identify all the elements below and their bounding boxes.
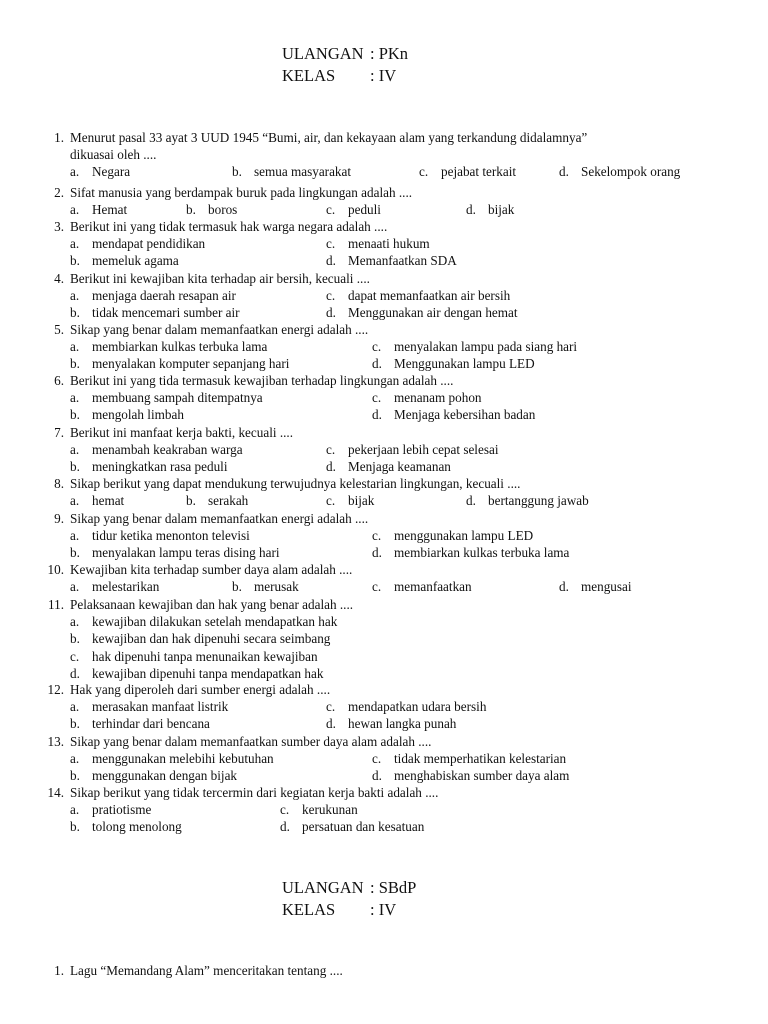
question-number: 3. [54,219,64,234]
answer-option[interactable] [280,818,424,835]
answer-option[interactable] [70,201,127,218]
answer-option[interactable] [559,578,632,595]
question-number: 6. [54,373,64,388]
option-text: meningkatkan rasa peduli [92,459,228,475]
option-letter: a. [70,614,80,630]
option-letter: c. [326,442,336,458]
option-letter: d. [466,493,476,509]
answer-option[interactable] [372,406,535,423]
option-letter: b. [232,579,242,595]
answer-option[interactable] [70,648,318,665]
option-letter: c. [372,390,382,406]
option-letter: a. [70,751,80,767]
option-letter: c. [372,579,382,595]
answer-option[interactable] [559,163,680,180]
option-text: menanam pohon [394,390,482,406]
question-text: Berikut ini yang tida termasuk kewajiban terhadap lingkungan adalah .... [70,373,454,388]
option-text: menggunakan lampu LED [394,528,534,544]
answer-option[interactable] [70,767,237,784]
ulangan-value: : SBdP [370,878,417,897]
ulangan-value: : PKn [370,44,409,63]
answer-option[interactable] [70,630,330,647]
option-letter: a. [70,493,80,509]
option-text: hewan langka punah [348,716,457,732]
kelas-label: KELAS [282,66,336,85]
option-text: bijak [488,202,515,218]
option-text: Hemat [92,202,128,218]
answer-option[interactable] [372,355,535,372]
option-text: Menggunakan air dengan hemat [348,305,518,321]
answer-option[interactable] [326,287,510,304]
answer-option[interactable] [70,698,228,715]
question-number: 11. [48,597,64,612]
question-text: Sikap yang benar dalam memanfaatkan energi adalah .... [70,322,369,337]
question-number: 4. [54,271,64,286]
option-text: semua masyarakat [254,164,352,180]
answer-option[interactable] [70,544,280,561]
option-letter: b. [70,768,80,784]
question-number: 2. [54,185,64,200]
option-letter: d. [70,665,80,681]
question-number: 10. [47,562,64,577]
answer-option[interactable] [70,665,323,682]
option-text: Sekelompok orang [581,164,681,180]
option-text: Menjaga keamanan [348,459,451,475]
question-text: Sifat manusia yang berdampak buruk pada lingkungan adalah .... [70,185,413,200]
answer-option[interactable] [70,163,130,180]
question-text: Sikap yang benar dalam memanfaatkan sumber daya alam adalah .... [70,734,432,749]
option-letter: c. [372,751,382,767]
option-text: menggunakan melebihi kebutuhan [92,751,274,767]
option-text: pejabat terkait [441,164,517,180]
option-letter: a. [70,802,80,818]
option-letter: a. [70,699,80,715]
option-text: mendapat pendidikan [92,236,206,252]
answer-option[interactable] [70,527,250,544]
option-text: memeluk agama [92,253,179,269]
option-text: kerukunan [302,802,358,818]
question-number: 13. [47,734,64,749]
option-letter: c. [326,288,336,304]
option-text: tidak memperhatikan kelestarian [394,751,567,767]
answer-option[interactable] [372,544,569,561]
option-text: merusak [254,579,299,595]
question-number: 12. [47,682,64,697]
question-text: Menurut pasal 33 ayat 3 UUD 1945 “Bumi, air, dan kekayaan alam yang terkandung didalamnya” [70,130,588,145]
option-letter: a. [70,202,80,218]
answer-option[interactable] [326,252,457,269]
option-letter: b. [186,202,196,218]
option-text: Memanfaatkan SDA [348,253,457,269]
answer-option[interactable] [466,201,514,218]
answer-option[interactable] [186,492,248,509]
answer-option[interactable] [372,750,566,767]
header-sbdp [282,877,416,921]
option-text: kewajiban dipenuhi tanpa mendapatkan hak [92,665,324,681]
ulangan-label: ULANGAN [282,44,364,63]
option-text: melestarikan [92,579,160,595]
option-letter: d. [326,716,336,732]
option-text: Negara [92,164,131,180]
answer-option[interactable] [70,355,289,372]
option-letter: c. [419,164,429,180]
option-text: hak dipenuhi tanpa menunaikan kewajiban [92,648,318,664]
option-letter: d. [326,253,336,269]
option-letter: a. [70,442,80,458]
answer-option[interactable] [232,578,299,595]
option-text: mendapatkan udara bersih [348,699,487,715]
option-text: menggunakan dengan bijak [92,768,238,784]
option-text: menaati hukum [348,236,430,252]
answer-option[interactable] [70,818,182,835]
option-text: menyalakan lampu teras dising hari [92,545,280,561]
answer-option[interactable] [372,338,577,355]
option-letter: c. [326,236,336,252]
option-text: mengolah limbah [92,407,184,423]
option-text: kewajiban dilakukan setelah mendapatkan hak [92,614,338,630]
answer-option[interactable] [70,389,263,406]
answer-option[interactable] [419,163,516,180]
option-letter: a. [70,528,80,544]
question-number: 7. [54,425,64,440]
option-letter: b. [70,631,80,647]
answer-option[interactable] [70,441,243,458]
option-text: menyalakan komputer sepanjang hari [92,356,290,372]
question-text: Berikut ini manfaat kerja bakti, kecuali .... [70,425,294,440]
question-number: 1. [54,963,64,978]
option-letter: a. [70,339,80,355]
option-text: tidur ketika menonton televisi [92,528,250,544]
option-text: membuang sampah ditempatnya [92,390,263,406]
option-letter: d. [326,459,336,475]
option-letter: d. [372,545,382,561]
option-text: pekerjaan lebih cepat selesai [348,442,499,458]
option-letter: a. [70,164,80,180]
answer-option[interactable] [326,304,518,321]
option-letter: b. [186,493,196,509]
answer-option[interactable] [70,235,205,252]
option-text: Menggunakan lampu LED [394,356,535,372]
option-text: menyalakan lampu pada siang hari [394,339,578,355]
question-text-line2: dikuasai oleh .... [70,147,157,163]
answer-option[interactable] [326,492,374,509]
option-letter: c. [372,339,382,355]
question-number: 8. [54,476,64,491]
option-text: kewajiban dan hak dipenuhi secara seimbang [92,631,331,647]
question-text: Sikap berikut yang dapat mendukung terwujudnya kelestarian lingkungan, kecuali .... [70,476,521,491]
question-text: Kewajiban kita terhadap sumber daya alam adalah .... [70,562,353,577]
answer-option[interactable] [326,698,486,715]
option-letter: d. [326,305,336,321]
answer-option[interactable] [70,458,228,475]
option-letter: d. [372,768,382,784]
option-text: tolong menolong [92,819,182,835]
option-text: serakah [208,493,249,509]
answer-option[interactable] [70,715,210,732]
question-text: Hak yang diperoleh dari sumber energi adalah .... [70,682,331,697]
option-text: merasakan manfaat listrik [92,699,229,715]
option-text: menjaga daerah resapan air [92,288,236,304]
answer-option[interactable] [326,201,381,218]
option-text: bijak [348,493,375,509]
option-text: menghabiskan sumber daya alam [394,768,570,784]
option-text: hemat [92,493,125,509]
answer-option[interactable] [70,801,151,818]
answer-option[interactable] [186,201,237,218]
question-text: Berikut ini yang tidak termasuk hak warga negara adalah .... [70,219,388,234]
option-letter: d. [559,579,569,595]
question-text: Pelaksanaan kewajiban dan hak yang benar adalah .... [70,597,354,612]
answer-option[interactable] [70,750,274,767]
kelas-label: KELAS [282,900,336,919]
question-number: 14. [47,785,64,800]
answer-option[interactable] [372,767,569,784]
option-text: peduli [348,202,381,218]
option-letter: b. [70,716,80,732]
option-letter: a. [70,579,80,595]
answer-option[interactable] [372,527,533,544]
option-letter: d. [280,819,290,835]
answer-option[interactable] [372,578,472,595]
option-letter: b. [70,305,80,321]
question-text: Lagu “Memandang Alam” menceritakan tentang .... [70,963,343,978]
option-text: pratiotisme [92,802,152,818]
answer-option[interactable] [70,252,179,269]
option-text: membiarkan kulkas terbuka lama [92,339,268,355]
question-number: 9. [54,511,64,526]
option-letter: d. [466,202,476,218]
question-text: Sikap yang benar dalam memanfaatkan energi adalah .... [70,511,369,526]
question-text: Sikap berikut yang tidak tercermin dari kegiatan kerja bakti adalah .... [70,785,439,800]
option-letter: c. [326,699,336,715]
answer-option[interactable] [326,458,451,475]
answer-option[interactable] [372,389,482,406]
option-letter: b. [70,356,80,372]
header-pkn [282,43,408,87]
option-letter: b. [70,545,80,561]
kelas-value: : IV [370,66,397,85]
answer-option[interactable] [326,441,498,458]
answer-option[interactable] [70,338,267,355]
answer-option[interactable] [70,406,184,423]
answer-option[interactable] [326,715,456,732]
option-text: dapat memanfaatkan air bersih [348,288,511,304]
option-text: boros [208,202,238,218]
option-text: bertanggung jawab [488,493,589,509]
answer-option[interactable] [280,801,358,818]
answer-option[interactable] [70,492,124,509]
ulangan-label: ULANGAN [282,878,364,897]
option-letter: c. [70,648,80,664]
option-text: tidak mencemari sumber air [92,305,240,321]
question-text: Berikut ini kewajiban kita terhadap air bersih, kecuali .... [70,271,370,286]
question-number: 5. [54,322,64,337]
option-letter: b. [232,164,242,180]
option-text: terhindar dari bencana [92,716,210,732]
answer-option[interactable] [70,287,236,304]
option-letter: c. [326,202,336,218]
option-letter: a. [70,236,80,252]
option-text: membiarkan kulkas terbuka lama [394,545,570,561]
option-letter: d. [372,407,382,423]
option-letter: d. [559,164,569,180]
option-text: mengusai [581,579,632,595]
option-letter: c. [326,493,336,509]
option-letter: b. [70,459,80,475]
option-text: persatuan dan kesatuan [302,819,425,835]
answer-option[interactable] [232,163,351,180]
option-text: Menjaga kebersihan badan [394,407,536,423]
option-letter: c. [372,528,382,544]
option-letter: a. [70,390,80,406]
kelas-value: : IV [370,900,397,919]
option-letter: b. [70,407,80,423]
option-letter: d. [372,356,382,372]
answer-option[interactable] [70,578,159,595]
option-letter: a. [70,288,80,304]
question-number: 1. [54,130,64,145]
option-letter: b. [70,819,80,835]
option-letter: b. [70,253,80,269]
answer-option[interactable] [70,304,240,321]
answer-option[interactable] [326,235,430,252]
option-text: menambah keakraban warga [92,442,243,458]
option-letter: c. [280,802,290,818]
answer-option[interactable] [70,613,337,630]
option-text: memanfaatkan [394,579,472,595]
answer-option[interactable] [466,492,589,509]
